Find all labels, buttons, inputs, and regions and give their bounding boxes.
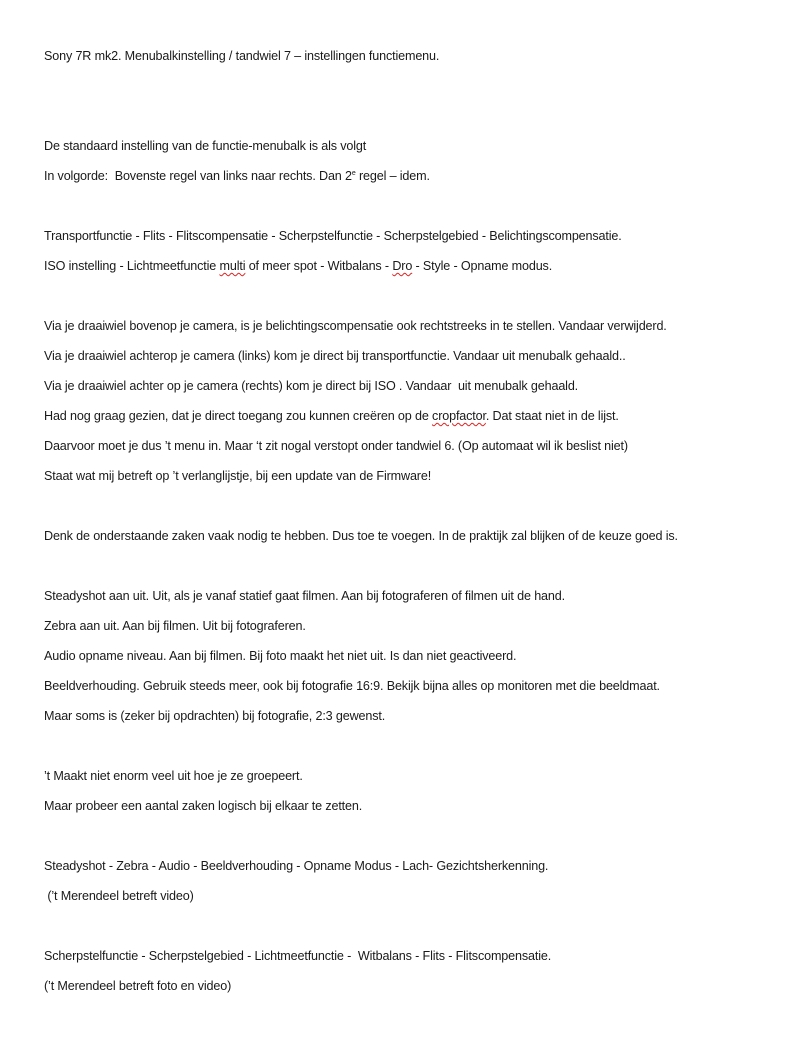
misspelled-word-multi[interactable]: multi [219,259,246,273]
group-1-note: (’t Merendeel betreft video) [44,889,194,903]
additions-intro: Denk de onderstaande zaken vaak nodig te hebben. Dus toe te voegen. In de praktijk zal blijken of de keuze goed is. [44,529,678,543]
row2-text-a: ISO instelling - Lichtmeetfunctie [44,259,220,273]
wish-text-b: . Dat staat niet in de lijst. [485,409,619,423]
document-title: Sony 7R mk2. Menubalkinstelling / tandwiel 7 – instellingen functiemenu. [44,49,440,63]
default-menu-row-2 [44,258,552,274]
superscript-e: e [351,170,356,177]
row2-text-b: of meer spot - Witbalans - [245,259,393,273]
group-2-note: (’t Merendeel betreft foto en video) [44,979,232,993]
addition-line: Zebra aan uit. Aan bij filmen. Uit bij fotograferen. [44,619,306,633]
addition-line: Maar soms is (zeker bij opdrachten) bij fotografie, 2:3 gewenst. [44,709,386,723]
note-line: Via je draaiwiel achter op je camera (rechts) kom je direct bij ISO . Vandaar uit menubalk gehaald. [44,379,579,393]
grouping-line: Maar probeer een aantal zaken logisch bij elkaar te zetten. [44,799,363,813]
group-1-items: Steadyshot - Zebra - Audio - Beeldverhouding - Opname Modus - Lach- Gezichtsherkenning. [44,859,549,873]
wish-line-2: Daarvoor moet je dus ’t menu in. Maar ‘t zit nogal verstopt onder tandwiel 6. (Op automaat wil ik beslist niet) [44,439,628,453]
row2-text-c: - Style - Opname modus. [412,259,553,273]
intro-line-2 [44,168,430,184]
default-menu-row-1: Transportfunctie - Flits - Flitscompensatie - Scherpstelfunctie - Scherpstelgebied - Belichtingscompensatie. [44,229,622,243]
addition-line: Audio opname niveau. Aan bij filmen. Bij foto maakt het niet uit. Is dan niet geactiveerd. [44,649,517,663]
wish-text-a: Had nog graag gezien, dat je direct toegang zou kunnen creëren op de [44,409,433,423]
addition-line: Steadyshot aan uit. Uit, als je vanaf statief gaat filmen. Aan bij fotograferen of filmen uit de hand. [44,589,565,603]
intro-line-1: De standaard instelling van de functie-menubalk is als volgt [44,139,367,153]
intro-line-2-text-a: In volgorde: Bovenste regel van links naar rechts. Dan 2 [44,169,352,183]
addition-line: Beeldverhouding. Gebruik steeds meer, ook bij fotografie 16:9. Bekijk bijna alles op monitoren met die beeldmaat. [44,679,660,693]
group-2-items: Scherpstelfunctie - Scherpstelgebied - Lichtmeetfunctie - Witbalans - Flits - Flitscompensatie. [44,949,552,963]
misspelled-word-dro[interactable]: Dro [392,259,413,273]
grouping-line: ’t Maakt niet enorm veel uit hoe je ze groepeert. [44,769,303,783]
note-line: Via je draaiwiel achterop je camera (links) kom je direct bij transportfunctie. Vandaar uit menubalk gehaald.. [44,349,626,363]
wish-line-3: Staat wat mij betreft op ’t verlanglijstje, bij een update van de Firmware! [44,469,432,483]
intro-line-2-text-b: regel – idem. [355,169,430,183]
note-line: Via je draaiwiel bovenop je camera, is je belichtingscompensatie ook rechtstreeks in te stellen. Vandaar verwijderd. [44,319,667,333]
wish-line-1 [44,408,619,424]
misspelled-word-cropfactor[interactable]: cropfactor [432,409,486,423]
